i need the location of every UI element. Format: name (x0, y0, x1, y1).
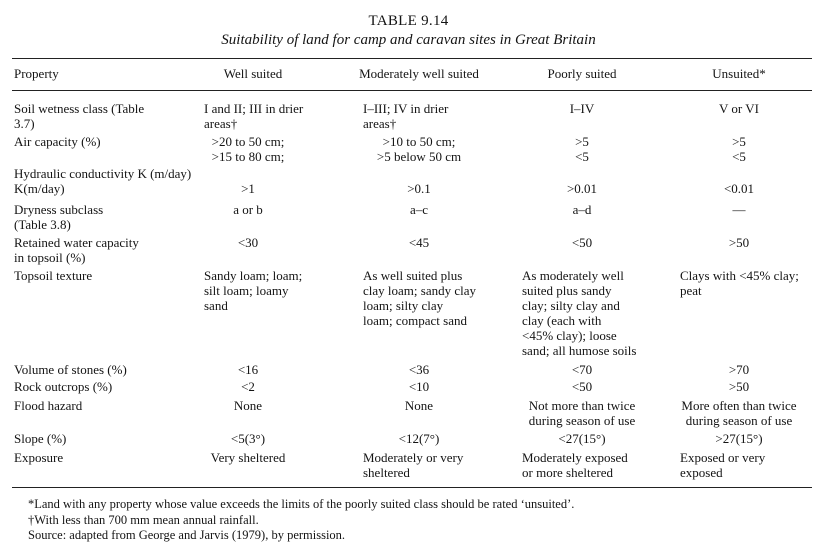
row-air-capacity-well: >20 to 50 cm; >15 to 80 cm; (211, 134, 285, 164)
row-rock-outcrops-poor: <50 (571, 379, 593, 394)
footnote-unsuited: *Land with any property whose value exceeds the limits of the poorly suited class should be rated ‘unsuited’. (28, 497, 575, 511)
row-slope-moderate: <12(7°) (398, 431, 440, 446)
row-exposure-poor: Moderately exposed or more sheltered (522, 450, 628, 480)
row-hydraulic-property: Hydraulic conductivity K (m/day) K(m/day) (14, 166, 192, 196)
row-soil-wetness-property: Soil wetness class (Table 3.7) (14, 101, 145, 131)
row-flood-poor: Not more than twice during season of use (528, 398, 636, 428)
row-hydraulic-poor: >0.01 (566, 181, 598, 196)
row-topsoil-texture-well: Sandy loam; loam; silt loam; loamy sand (204, 268, 303, 313)
row-retained-water-property: Retained water capacity in topsoil (%) (14, 235, 139, 265)
row-stones-unsuited: >70 (728, 362, 750, 377)
row-flood-unsuited: More often than twice during season of use (681, 398, 797, 428)
table-title: Suitability of land for camp and caravan sites in Great Britain (221, 32, 596, 48)
row-retained-water-poor: <50 (571, 235, 593, 250)
row-slope-property: Slope (%) (14, 431, 67, 446)
row-air-capacity-moderate: >10 to 50 cm; >5 below 50 cm (376, 134, 462, 164)
row-slope-well: <5(3°) (230, 431, 266, 446)
row-flood-property: Flood hazard (14, 398, 83, 413)
row-retained-water-unsuited: >50 (728, 235, 750, 250)
row-retained-water-well: <30 (237, 235, 259, 250)
footnote-rainfall: †With less than 700 mm mean annual rainfall. (28, 513, 259, 527)
row-exposure-moderate: Moderately or very sheltered (363, 450, 464, 480)
row-exposure-well: Very sheltered (210, 450, 286, 465)
row-dryness-moderate: a–c (409, 202, 429, 217)
row-stones-well: <16 (237, 362, 259, 377)
header-property: Property (14, 66, 59, 81)
row-slope-poor: <27(15°) (558, 431, 606, 446)
row-dryness-poor: a–d (572, 202, 592, 217)
header-unsuited: Unsuited* (712, 66, 766, 81)
row-topsoil-texture-moderate: As well suited plus clay loam; sandy clay loam; silty clay loam; compact sand (363, 268, 476, 328)
row-air-capacity-property: Air capacity (%) (14, 134, 101, 149)
row-hydraulic-moderate: >0.1 (407, 181, 431, 196)
row-dryness-property: Dryness subclass (Table 3.8) (14, 202, 104, 232)
table-number: TABLE 9.14 (368, 13, 449, 29)
row-soil-wetness-well: I and II; III in drier areas† (204, 101, 304, 131)
row-hydraulic-well: >1 (241, 181, 255, 196)
row-exposure-property: Exposure (14, 450, 64, 465)
row-flood-well: None (233, 398, 263, 413)
header-moderately-well-suited: Moderately well suited (359, 66, 479, 81)
header-rule (12, 90, 812, 91)
row-flood-moderate: None (404, 398, 434, 413)
footnote-source: Source: adapted from George and Jarvis (1979), by permission. (28, 528, 346, 542)
row-topsoil-texture-unsuited: Clays with <45% clay; peat (680, 268, 799, 298)
header-poorly-suited: Poorly suited (547, 66, 617, 81)
row-rock-outcrops-moderate: <10 (408, 379, 430, 394)
row-dryness-unsuited: — (732, 202, 746, 217)
row-topsoil-texture-property: Topsoil texture (14, 268, 93, 283)
row-stones-property: Volume of stones (%) (14, 362, 127, 377)
row-stones-moderate: <36 (408, 362, 430, 377)
bottom-rule (12, 487, 812, 488)
header-well-suited: Well suited (223, 66, 283, 81)
row-retained-water-moderate: <45 (408, 235, 430, 250)
row-rock-outcrops-well: <2 (241, 379, 255, 394)
row-stones-poor: <70 (571, 362, 593, 377)
row-soil-wetness-unsuited: V or VI (719, 101, 759, 116)
row-air-capacity-poor: >5 <5 (575, 134, 589, 164)
row-soil-wetness-moderate: I–III; IV in drier areas† (363, 101, 449, 131)
row-dryness-well: a or b (233, 202, 263, 217)
row-rock-outcrops-property: Rock outcrops (%) (14, 379, 113, 394)
row-slope-unsuited: >27(15°) (715, 431, 763, 446)
row-soil-wetness-poor: I–IV (569, 101, 595, 116)
row-air-capacity-unsuited: >5 <5 (732, 134, 746, 164)
row-hydraulic-unsuited: <0.01 (723, 181, 755, 196)
top-rule (12, 58, 812, 59)
row-topsoil-texture-poor: As moderately well suited plus sandy clay; silty clay and clay (each with <45% clay); loose sand; all humose soils (522, 268, 637, 358)
row-rock-outcrops-unsuited: >50 (728, 379, 750, 394)
row-exposure-unsuited: Exposed or very exposed (680, 450, 766, 480)
